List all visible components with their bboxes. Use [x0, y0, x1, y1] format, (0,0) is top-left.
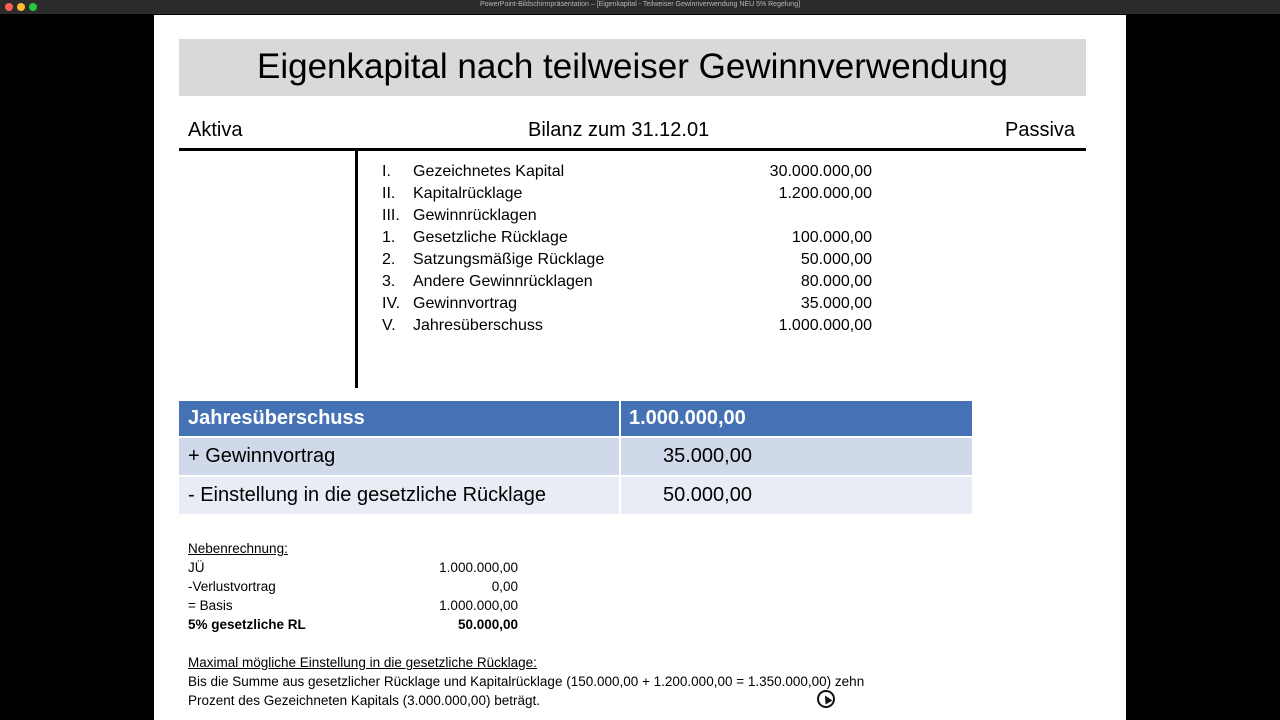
row-value: 1.200.000,00 — [778, 185, 872, 202]
note-heading: Maximal mögliche Einstellung in die gesetzliche Rücklage: — [188, 655, 537, 670]
calc-row — [179, 477, 972, 514]
neben-label: = Basis — [188, 598, 233, 613]
row-label: Gewinnrücklagen — [413, 207, 537, 224]
row-label: Jahresüberschuss — [413, 317, 543, 334]
neben-value: 50.000,00 — [457, 617, 518, 632]
slide-title: Eigenkapital nach teilweiser Gewinnverwendung — [257, 47, 1008, 86]
row-number: 2. — [382, 251, 396, 268]
aktiva-header: Aktiva — [188, 119, 243, 141]
row-number: 3. — [382, 273, 396, 290]
calc-header-row — [179, 401, 972, 436]
nebenrechnung-row — [188, 598, 518, 617]
passiva-header: Passiva — [1005, 119, 1076, 141]
presentation-slide[interactable] — [154, 15, 1126, 720]
neben-value: 1.000.000,00 — [439, 560, 518, 575]
calc-label: - Einstellung in die gesetzliche Rücklage — [188, 484, 546, 506]
row-label: Kapitalrücklage — [413, 185, 523, 202]
calc-label: Jahresüberschuss — [188, 407, 365, 429]
row-number: IV. — [382, 295, 401, 312]
calc-label: + Gewinnvortrag — [188, 445, 336, 467]
row-number: II. — [382, 185, 396, 202]
nebenrechnung-total-row — [188, 617, 518, 636]
note-line: Bis die Summe aus gesetzlicher Rücklage und Kapitalrücklage (150.000,00 + 1.200.000,00 = 1.350.000,00) zehn — [188, 674, 865, 689]
row-number: V. — [382, 317, 396, 334]
row-value: 50.000,00 — [800, 251, 872, 268]
neben-label: -Verlustvortrag — [188, 579, 276, 594]
calc-value: 35.000,00 — [663, 445, 752, 467]
row-value: 80.000,00 — [800, 273, 872, 290]
row-value: 35.000,00 — [800, 295, 872, 312]
note-line: Prozent des Gezeichneten Kapitals (3.000.000,00) beträgt. — [188, 693, 540, 708]
nebenrechnung-heading: Nebenrechnung: — [188, 541, 288, 556]
slide-title-box — [179, 39, 1086, 96]
balance-horizontal-line — [179, 148, 1086, 151]
row-value: 1.000.000,00 — [778, 317, 872, 334]
window-title: PowerPoint-Bildschirmpräsentation – [Eigenkapital - Teilweiser Gewinnverwendung NEU 5% Regelung] — [479, 1, 801, 8]
neben-label: JÜ — [188, 560, 205, 575]
row-label: Andere Gewinnrücklagen — [413, 273, 593, 290]
row-number: III. — [382, 207, 400, 224]
row-label: Gezeichnetes Kapital — [413, 163, 565, 180]
nebenrechnung-row — [188, 579, 518, 598]
calc-value: 50.000,00 — [663, 484, 752, 506]
nebenrechnung-row — [188, 560, 518, 579]
row-label: Satzungsmäßige Rücklage — [413, 251, 605, 268]
calc-row — [179, 438, 972, 475]
row-label: Gesetzliche Rücklage — [413, 229, 568, 246]
mouse-cursor-icon — [817, 690, 835, 708]
row-number: 1. — [382, 229, 396, 246]
balance-vertical-line — [355, 150, 358, 388]
row-number: I. — [382, 163, 391, 180]
neben-value: 0,00 — [491, 579, 518, 594]
balance-title: Bilanz zum 31.12.01 — [528, 119, 710, 141]
row-value: 100.000,00 — [791, 229, 872, 246]
calc-value: 1.000.000,00 — [629, 407, 746, 429]
window-titlebar — [0, 0, 1280, 14]
neben-label: 5% gesetzliche RL — [188, 617, 306, 632]
row-label: Gewinnvortrag — [413, 295, 518, 312]
neben-value: 1.000.000,00 — [439, 598, 518, 613]
row-value: 30.000.000,00 — [769, 163, 872, 180]
